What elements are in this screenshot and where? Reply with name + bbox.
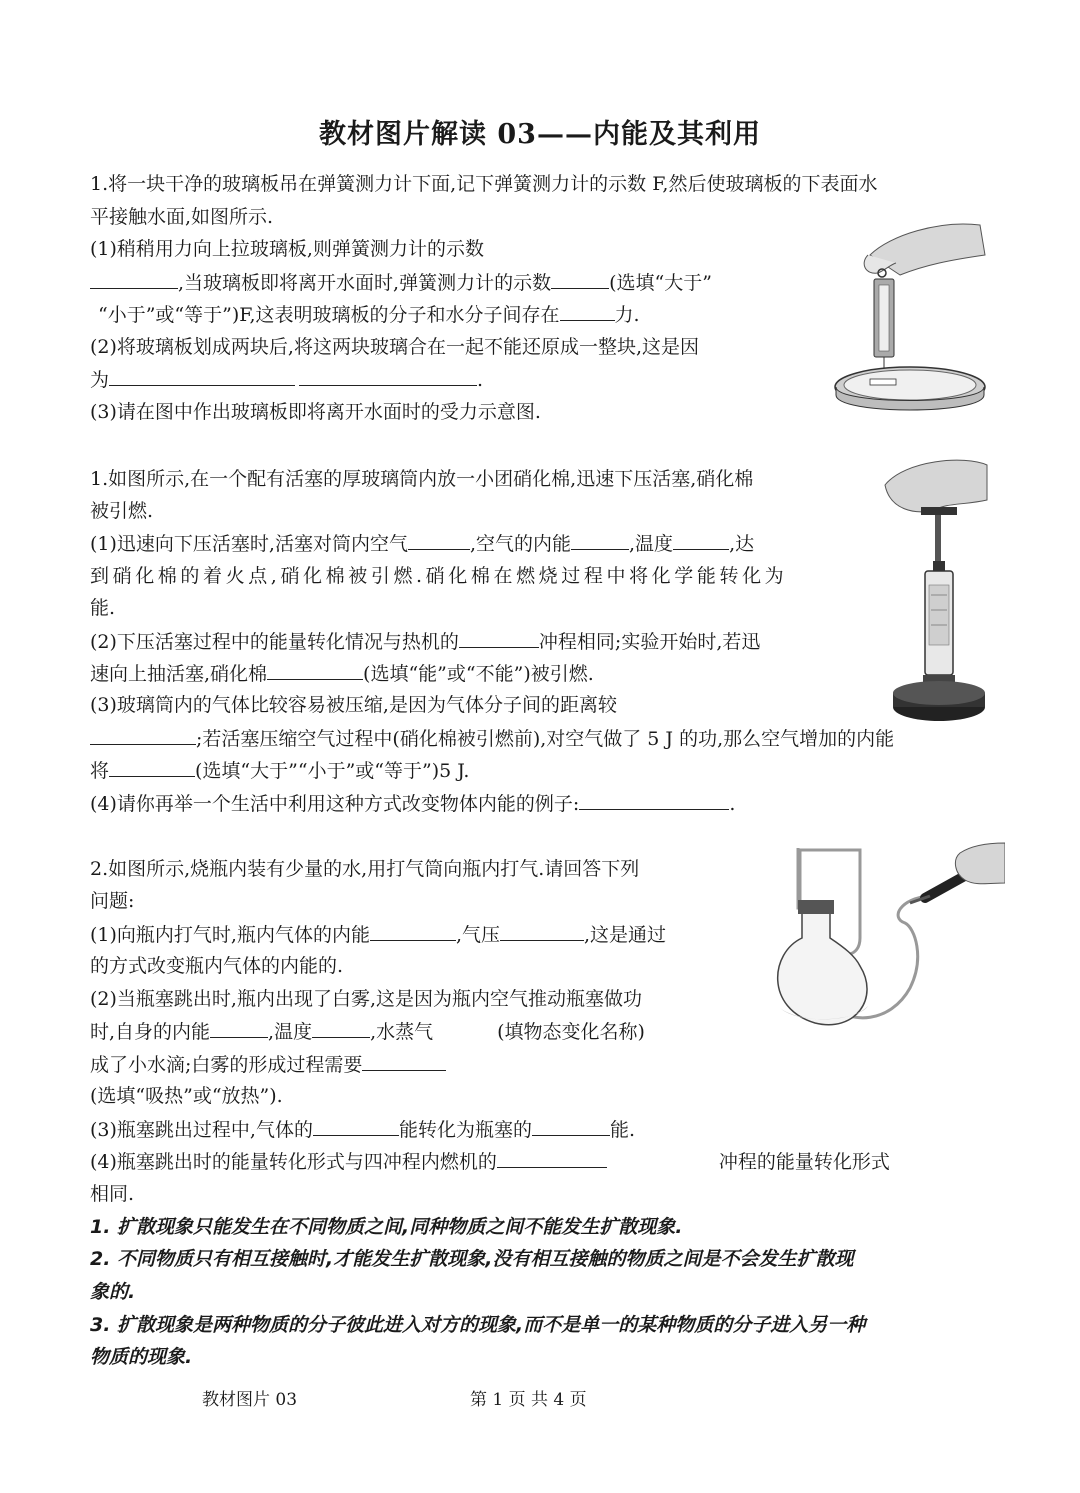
text-line: 平接触水面,如图所示. — [90, 206, 274, 228]
spring-scale-figure — [830, 215, 990, 415]
text-line: 为 . — [90, 369, 484, 391]
footer-left: 教材图片 03 — [202, 1390, 298, 1410]
text-line: 1.将一块干净的玻璃板吊在弹簧测力计下面,记下弹簧测力计的示数 F,然后使玻璃板的下表面水 — [90, 173, 878, 195]
answer-blank[interactable] — [267, 661, 363, 680]
text-line: 相同. — [90, 1183, 135, 1205]
text-line: 成了小水滴;白雾的形成过程需要 — [90, 1052, 446, 1077]
answer-blank[interactable] — [299, 367, 477, 386]
answer-blank[interactable] — [560, 302, 615, 321]
answer-blank[interactable] — [312, 1019, 370, 1038]
text-line: 时,自身的内能 ,温度 ,水蒸气 (填物态变化名称) — [90, 1021, 645, 1043]
text-line: 被引燃. — [90, 500, 154, 522]
text-line: (2)当瓶塞跳出时,瓶内出现了白雾,这是因为瓶内空气推动瓶塞做功 — [90, 988, 642, 1010]
answer-blank[interactable] — [90, 270, 178, 289]
answer-blank[interactable] — [551, 270, 609, 289]
text-line: (1)向瓶内打气时,瓶内气体的内能 ,气压 ,这是通过 — [90, 924, 667, 946]
note-line: 1. 扩散现象只能发生在不同物质之间,同种物质之间不能发生扩散现象. — [90, 1216, 683, 1238]
answer-blank[interactable] — [313, 1117, 399, 1136]
text-line: ;若活塞压缩空气过程中(硝化棉被引燃前),对空气做了 5 J 的功,那么空气增加的内能 — [90, 726, 894, 751]
note-line: 象的. — [90, 1281, 136, 1303]
answer-blank[interactable] — [370, 922, 456, 941]
answer-blank[interactable] — [571, 531, 629, 550]
text-line: (3)请在图中作出玻璃板即将离开水面时的受力示意图. — [90, 401, 541, 423]
text-line: 2.如图所示,烧瓶内装有少量的水,用打气筒向瓶内打气.请回答下列 — [90, 858, 640, 880]
answer-blank[interactable] — [459, 629, 539, 648]
answer-blank[interactable] — [109, 758, 195, 777]
text-line: ,当玻璃板即将离开水面时,弹簧测力计的示数 (选填“大于” — [90, 270, 712, 295]
answer-blank[interactable] — [90, 726, 196, 745]
text-line: (4)瓶塞跳出时的能量转化形式与四冲程内燃机的 冲程的能量转化形式 — [90, 1151, 890, 1173]
note-line: 物质的现象. — [90, 1346, 193, 1368]
text-line: “小于”或“等于”)F,这表明玻璃板的分子和水分子间存在 力. — [98, 304, 640, 326]
text-line: (选填“吸热”或“放热”). — [90, 1085, 283, 1107]
answer-blank[interactable] — [579, 791, 729, 810]
page-title: 教材图片解读 03——内能及其利用 — [319, 119, 761, 150]
text-line: 速向上抽活塞,硝化棉 (选填“能”或“不能”)被引燃. — [90, 663, 594, 685]
text-line: (2)将玻璃板划成两块后,将这两块玻璃合在一起不能还原成一整块,这是因 — [90, 336, 699, 358]
answer-blank[interactable] — [210, 1019, 268, 1038]
page-number: 第 1 页 共 4 页 — [470, 1390, 587, 1410]
text-line: 将 (选填“大于”“小于”或“等于”)5 J. — [90, 760, 470, 782]
fire-piston-figure — [875, 455, 990, 735]
text-line: (4)请你再举一个生活中利用这种方式改变物体内能的例子: . — [90, 793, 736, 815]
text-line: 1.如图所示,在一个配有活塞的厚玻璃筒内放一小团硝化棉,迅速下压活塞,硝化棉 — [90, 468, 754, 490]
answer-blank[interactable] — [109, 367, 295, 386]
answer-blank[interactable] — [532, 1117, 610, 1136]
text-line: 能. — [90, 597, 116, 619]
text-line: (3)瓶塞跳出过程中,气体的 能转化为瓶塞的 能. — [90, 1119, 636, 1141]
answer-blank[interactable] — [500, 922, 584, 941]
text-line: 到硝化棉的着火点,硝化棉被引燃.硝化棉在燃烧过程中将化学能转化为 — [90, 565, 788, 587]
text-line: (2)下压活塞过程中的能量转化情况与热机的 冲程相同;实验开始时,若迅 — [90, 631, 761, 653]
answer-blank[interactable] — [408, 531, 470, 550]
answer-blank[interactable] — [673, 531, 729, 550]
flask-pump-figure — [760, 838, 1005, 1038]
note-line: 2. 不同物质只有相互接触时,才能发生扩散现象,没有相互接触的物质之间是不会发生扩散现 — [90, 1248, 854, 1270]
note-line: 3. 扩散现象是两种物质的分子彼此进入对方的现象,而不是单一的某种物质的分子进入另一种 — [90, 1314, 866, 1336]
answer-blank[interactable] — [497, 1149, 607, 1168]
text-line: 问题: — [90, 890, 135, 912]
answer-blank[interactable] — [362, 1052, 446, 1071]
text-line: 的方式改变瓶内气体的内能的. — [90, 955, 344, 977]
text-line: (3)玻璃筒内的气体比较容易被压缩,是因为气体分子间的距离较 — [90, 694, 617, 716]
text-line: (1)稍稍用力向上拉玻璃板,则弹簧测力计的示数 — [90, 238, 484, 260]
text-line: (1)迅速向下压活塞时,活塞对筒内空气 ,空气的内能 ,温度 ,达 — [90, 533, 755, 555]
